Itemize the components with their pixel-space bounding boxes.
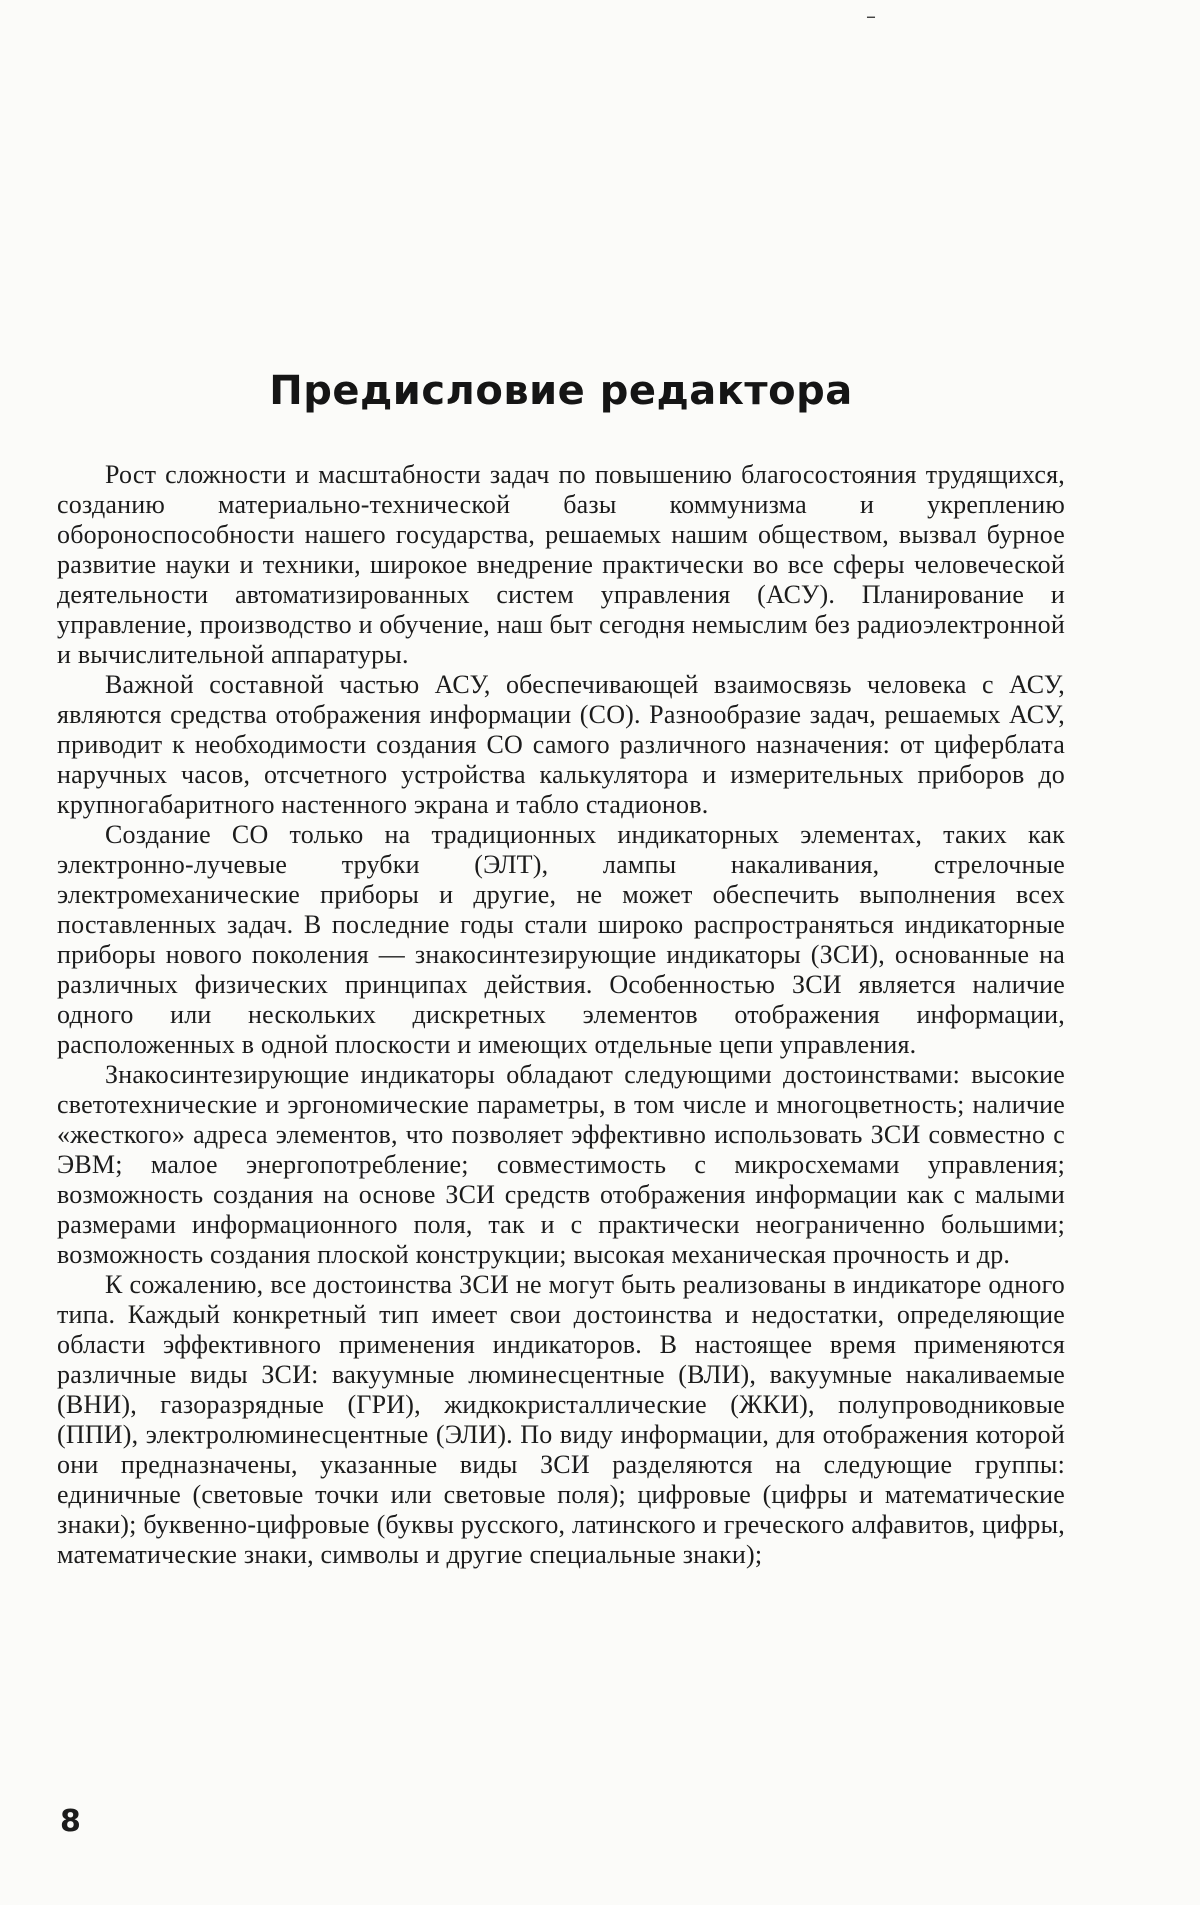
- paragraph-4: Знакосинтезирующие индикаторы обладают следующими достоинствами: высокие светотехнические и эргономические параметры, в том числе и многоцветность; наличие «жесткого» адреса элементов, что позволяет эффективно использовать ЗСИ совместно с ЭВМ; малое энергопотребление; совместимость с микросхемами управления; возможность создания на основе ЗСИ средств отображения информации как с малыми размерами информационного поля, так и с практически неограниченно большими; возможность создания плоской конструкции; высокая механическая прочность и др.: [57, 1060, 1065, 1269]
- paragraph-2: Важной составной частью АСУ, обеспечивающей взаимосвязь человека с АСУ, являются средства отображения информации (СО). Разнообразие задач, решаемых АСУ, приводит к необходимости создания СО самого различного назначения: от циферблата наручных часов, отсчетного устройства калькулятора и измерительных приборов до крупногабаритного настенного экрана и табло стадионов.: [57, 670, 1065, 819]
- paragraph-1: Рост сложности и масштабности задач по повышению благосостояния трудящихся, созданию материально-технической базы коммунизма и укреплению обороноспособности нашего государства, решаемых нашим обществом, вызвал бурное развитие науки и техники, широкое внедрение практически во все сферы человеческой деятельности автоматизированных систем управления (АСУ). Планирование и управление, производство и обучение, наш быт сегодня немыслим без радиоэлектронной и вычислительной аппаратуры.: [57, 460, 1065, 669]
- page-title: Предисловие редактора: [269, 368, 853, 414]
- page-number: 8: [60, 1804, 81, 1839]
- top-dash-mark: –: [866, 4, 876, 28]
- paragraph-3: Создание СО только на традиционных индикаторных элементах, таких как электронно-лучевые трубки (ЭЛТ), лампы накаливания, стрелочные электромеханические приборы и другие, не может обеспечить выполнения всех поставленных задач. В последние годы стали широко распространяться индикаторные приборы нового поколения — знакосинтезирующие индикаторы (ЗСИ), основанные на различных физических принципах действия. Особенностью ЗСИ является наличие одного или нескольких дискретных элементов отображения информации, расположенных в одной плоскости и имеющих отдельные цепи управления.: [57, 820, 1065, 1059]
- paragraph-5: К сожалению, все достоинства ЗСИ не могут быть реализованы в индикаторе одного типа. Каждый конкретный тип имеет свои достоинства и недостатки, определяющие области эффективного применения индикаторов. В настоящее время применяются различные виды ЗСИ: вакуумные люминесцентные (ВЛИ), вакуумные накаливаемые (ВНИ), газоразрядные (ГРИ), жидкокристаллические (ЖКИ), полупроводниковые (ППИ), электролюминесцентные (ЭЛИ). По виду информации, для отображения которой они предназначены, указанные виды ЗСИ разделяются на следующие группы: единичные (световые точки или световые поля); цифровые (цифры и математические знаки); буквенно-цифровые (буквы русского, латинского и греческого алфавитов, цифры, математические знаки, символы и другие специальные знаки);: [57, 1270, 1065, 1569]
- body-text: [57, 460, 1065, 1570]
